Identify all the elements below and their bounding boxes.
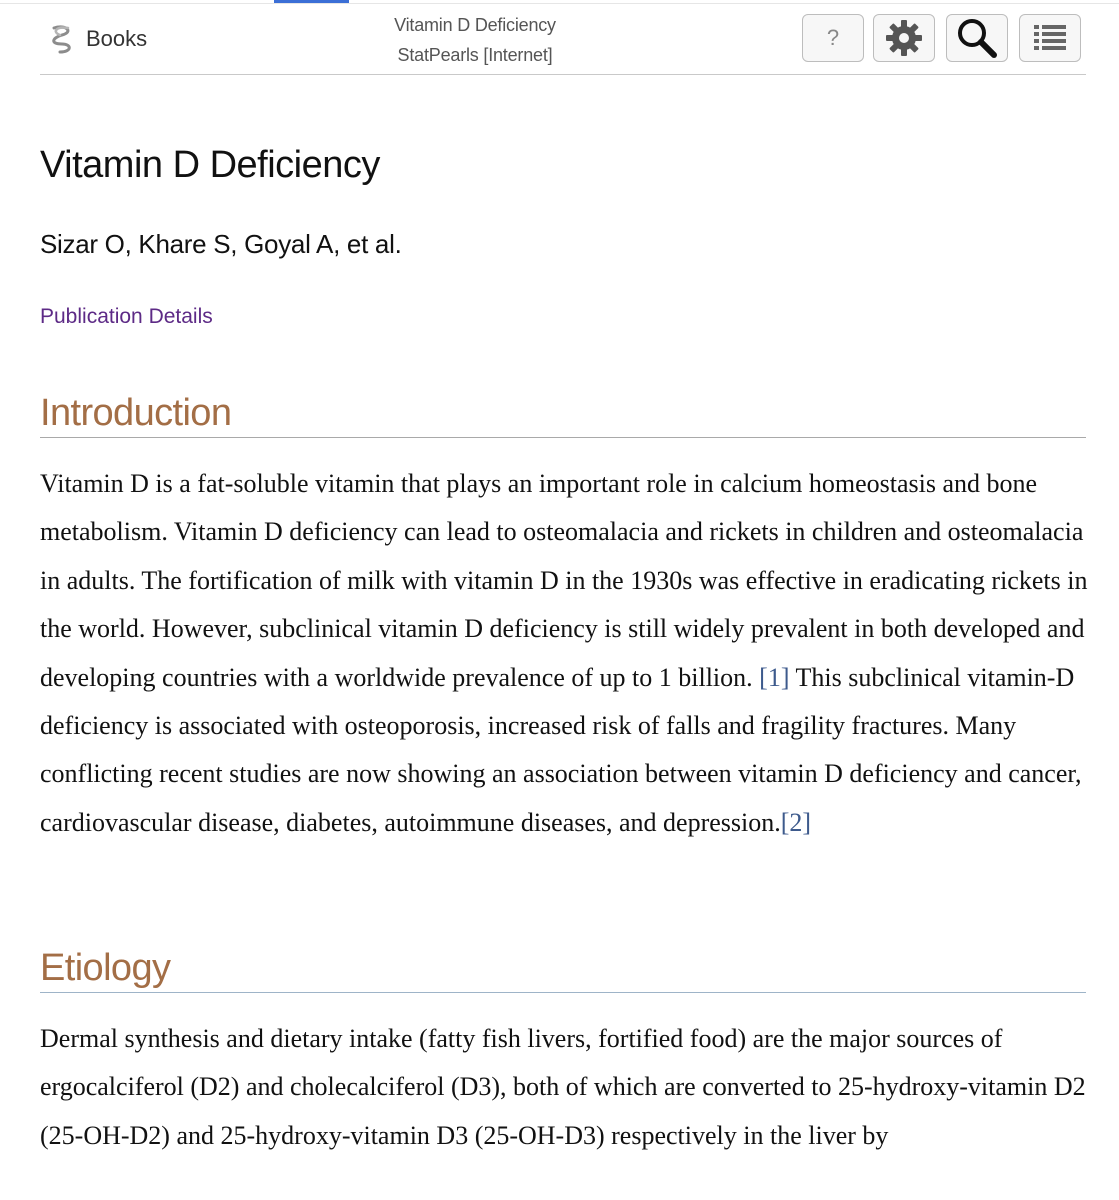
etiology-paragraph: Dermal synthesis and dietary intake (fatty fish livers, fortified food) are the major sources of ergocalciferol (D2) and cholecalciferol (D3), both of which are converted to 25-hydroxy-vitamin D2 (25-OH-D2) and 25-hydroxy-vitamin D3 (25-OH-D3) respectively in the liver by — [40, 1024, 1086, 1150]
search-icon — [955, 17, 999, 59]
settings-button[interactable] — [873, 14, 935, 62]
reference-link-2[interactable]: [2] — [780, 807, 812, 837]
reference-link-1[interactable]: [1] — [759, 662, 790, 692]
publication-details-link[interactable]: Publication Details — [40, 305, 213, 328]
header-doc-source: StatPearls [Internet] — [397, 45, 553, 65]
header-doc-title: Vitamin D Deficiency — [394, 15, 556, 35]
books-home-link[interactable] — [44, 22, 147, 56]
author-list: Sizar O, Khare S, Goyal A, et al. — [40, 229, 402, 259]
reader-header — [40, 8, 1086, 75]
search-button[interactable] — [946, 14, 1008, 62]
gear-icon — [884, 18, 924, 58]
table-of-contents-button[interactable] — [1019, 14, 1081, 62]
top-divider — [0, 3, 1119, 4]
books-logo-icon — [44, 22, 78, 56]
section-heading-introduction: Introduction — [40, 390, 1086, 438]
books-label: Books — [86, 26, 148, 51]
document-header-title — [375, 10, 575, 70]
help-button[interactable] — [802, 14, 864, 62]
list-icon — [1033, 22, 1067, 54]
section-heading-etiology: Etiology — [40, 945, 1086, 993]
help-icon: ? — [826, 25, 840, 50]
page-title: Vitamin D Deficiency — [40, 144, 380, 186]
introduction-paragraph — [40, 460, 1088, 847]
introduction-text-part-1: Vitamin D is a fat-soluble vitamin that plays an important role in calcium homeostasis and bone metabolism. Vitamin D deficiency can lead to osteomalacia and rickets in children and osteomalacia in adults. The fortification of milk with vitamin D in the 1930s was effective in eradicating rickets in the world. However, subclinical vitamin D deficiency is still widely prevalent in both developed and developing countries with a worldwide prevalence of up to 1 billion. — [40, 469, 1088, 692]
introduction-text-part-2: This subclinical vitamin-D deficiency is associated with osteoporosis, increased risk of falls and fragility fractures. Many conflicting recent studies are now showing an association between vitamin D deficiency and cancer, cardiovascular disease, diabetes, autoimmune diseases, and depression. — [40, 662, 1082, 837]
